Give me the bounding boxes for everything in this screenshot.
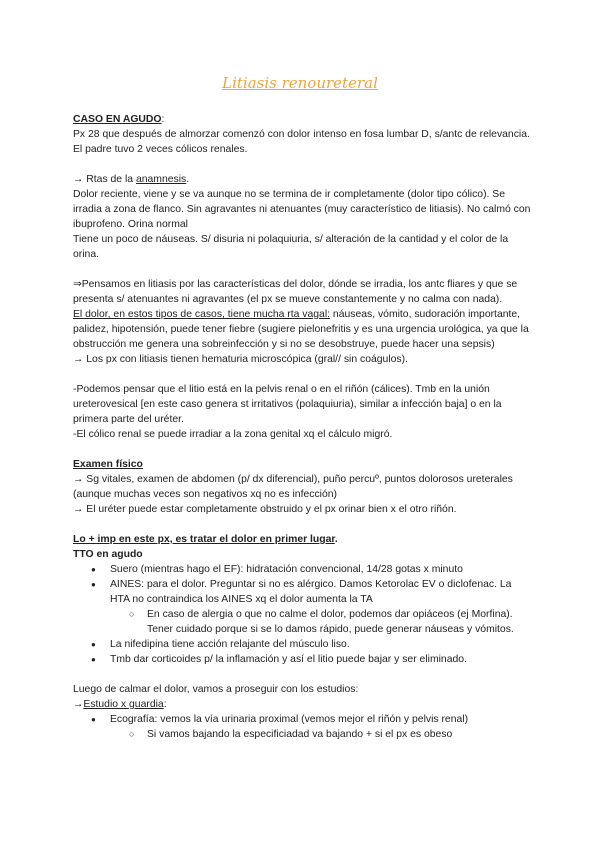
estudios-colon: : [163, 699, 167, 710]
estudios-item [73, 712, 533, 742]
estudios-label-line [73, 697, 533, 712]
hematuria-text: → Los px con litiasis tienen hematuria microscópica (gral// sin coágulos). [73, 354, 408, 365]
caso-heading: CASO EN AGUDO [73, 114, 162, 125]
estudios-item-text: Ecografía: vemos la vía urinaria proximal (vemos mejor el riñón y pelvis renal) [110, 714, 469, 725]
rtas-line2: Tiene un poco de náuseas. S/ disuria ni polaquiuria, s/ alteración de la cantidad y el color de la orina. [73, 234, 509, 260]
estudios-arrow: → [73, 699, 84, 710]
tto-sublist [110, 607, 533, 637]
vagal-label: El dolor, en estos tipos de casos, tiene mucha rta vagal: [73, 309, 331, 320]
tto-item: ● La nifedipina tiene acción relajante del músculo liso. [73, 637, 533, 652]
page-title: Litiasis renoureteral [222, 74, 378, 92]
tto-list [73, 562, 533, 667]
caso-heading-line [73, 112, 533, 127]
document-body [73, 112, 533, 742]
vagal-paragraph [73, 307, 533, 352]
estudios-sublist [110, 727, 533, 742]
caso-heading-colon: : [161, 114, 165, 125]
rtas-anamnesis: anamnesis [135, 174, 187, 185]
rtas-suffix: . [186, 174, 190, 185]
tto-subitem: ○ En caso de alergia o que no calme el dolor, podemos dar opiáceos (ej Morfina). Tener cuidado porque si se lo damos rápido, puede generar náuseas y vómitos. [110, 607, 533, 637]
tto-lead: Lo + imp en este px, es tratar el dolor en primer lugar [73, 534, 335, 545]
examen-heading: Examen físico [73, 459, 143, 470]
tto-lead-line [73, 532, 533, 547]
estudios-list [73, 712, 533, 742]
examen-line1: → Sg vitales, examen de abdomen (p/ dx diferencial), puño percuº, puntos dolorosos ureterales (aunque muchas veces son negativos xq no es infección) [73, 474, 513, 500]
estudios-subitem: ○ Si vamos bajando la especificiadad va bajando + si el px es obeso [110, 727, 533, 742]
tto-item-text: AINES: para el dolor. Preguntar si no es alérgico. Damos Ketorolac EV o diclofenac. La HTA no contraindica los AINES xq el dolor aumenta la TA [110, 579, 512, 605]
tto-item: ● Tmb dar corticoides p/ la inflamación y así el litio puede bajar y ser eliminado. [73, 652, 533, 667]
rtas-line1: Dolor reciente, viene y se va aunque no se termina de ir completamente (dolor tipo cólico). Se irradia a zona de flanco. Sin agravantes ni atenuantes (muy característico de litiasis). No calmó con ibuprofeno. Orina normal [73, 189, 531, 230]
pelvis-line2: -El cólico renal se puede irradiar a la zona genital xq el cálculo migró. [73, 429, 393, 440]
caso-text: Px 28 que después de almorzar comenzó con dolor intenso en fosa lumbar D, s/antc de relevancia. El padre tuvo 2 veces cólicos renales. [73, 129, 530, 155]
pelvis-line1: -Podemos pensar que el litio está en la pelvis renal o en el riñón (cálices). Tmb en la unión ureterovesical [en este caso genera st irritativos (polaquiuria), similar a infección baja] o en la primera parte del uréter. [73, 384, 502, 425]
rtas-line [73, 172, 533, 187]
estudios-label: Estudio x guardia [83, 699, 164, 710]
tto-item: ● Suero (mientras hago el EF): hidratación convencional, 14/28 gotas x minuto [73, 562, 533, 577]
tto-heading: TTO en agudo [73, 549, 143, 560]
estudios-intro: Luego de calmar el dolor, vamos a proseguir con los estudios: [73, 684, 359, 695]
tto-item [73, 577, 533, 637]
examen-line2: → El uréter puede estar completamente obstruido y el px orinar bien x el otro riñón. [73, 504, 457, 515]
rtas-prefix: → Rtas de la [73, 174, 136, 185]
pensamos-text: ⇒Pensamos en litiasis por las características del dolor, dónde se irradia, los antc fliares y que se presenta s/ atenuantes ni agravantes (el px se mueve constantemente y no calma con nada). [73, 279, 518, 305]
tto-lead-dot: . [334, 534, 338, 545]
vagal-text: náuseas, vómito, sudoración importante, palidez, hipotensión, puede tener fiebre (sugiere pielonefritis y es una urgencia urológica, ya que la obstrucción me genera una sobreinfección y si no se desobstruye, puede hacer una sepsis) [73, 309, 529, 350]
